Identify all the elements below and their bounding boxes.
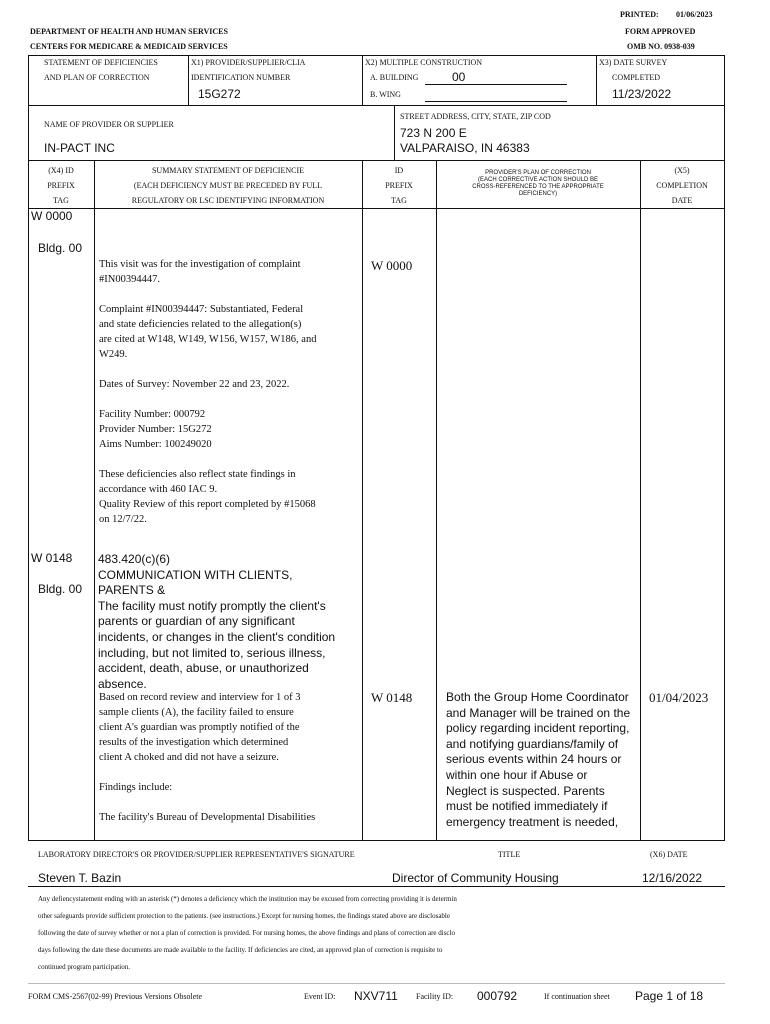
w0148-prefix: W 0148	[371, 690, 413, 705]
signature-date: 12/16/2022	[642, 871, 703, 885]
summary-head-3: REGULATORY OR LSC IDENTIFYING INFORMATION	[131, 196, 325, 205]
prefix-head-2: PREFIX	[385, 181, 413, 190]
w0000-tag: W 0000	[31, 209, 73, 223]
summary-head-2: (EACH DEFICIENCY MUST BE PRECEDED BY FULL	[133, 181, 323, 190]
centers-name: CENTERS FOR MEDICARE & MEDICAID SERVICES	[30, 42, 228, 51]
address-line-2: VALPARAISO, IN 46383	[400, 141, 530, 155]
signer-name: Steven T. Bazin	[38, 871, 122, 885]
continuation-label: If continuation sheet	[544, 992, 610, 1001]
provider-number: 15G272	[198, 87, 241, 101]
form-number: FORM CMS-2567(02-99) Previous Versions Obsolete	[28, 992, 203, 1001]
statement-label-1: STATEMENT OF DEFICIENCIES	[44, 58, 158, 67]
printed-label: PRINTED:	[620, 10, 659, 19]
x4-id-head: (X4) ID	[48, 166, 74, 175]
w0000-building: Bldg. 00	[38, 241, 83, 255]
event-id: NXV711	[354, 989, 398, 1003]
x3-label-1: X3) DATE SURVEY	[599, 58, 668, 67]
signature-label: LABORATORY DIRECTOR'S OR PROVIDER/SUPPLIER REPRESENTATIVE'S SIGNATURE	[38, 850, 355, 859]
completion-head: COMPLETION	[656, 181, 708, 190]
disclaimer-line-3: following the date of survey whether or not a plan of correction is provided. For nursing homes, the above findings and plans of correction are disclo	[38, 929, 455, 937]
x2-label: X2) MULTIPLE CONSTRUCTION	[365, 58, 483, 67]
printed-date: 01/06/2023	[676, 10, 713, 19]
w0148-building: Bldg. 00	[38, 582, 83, 596]
x1-label-1: X1) PROVIDER/SUPPLIER/CLIA	[191, 58, 306, 67]
id-head: ID	[394, 166, 404, 175]
w0000-summary-text: This visit was for the investigation of complaint #IN00394447. Complaint #IN00394447: Substantiated, Federal and state deficiencies related to the allegation(s) are cited at W148, W149, W156, W157, W186, and W249. Dates of Survey: November 22 and 23, 2022. Facility Number: 000792 Provider Number: 15G272 Aims Number: 100249020 These deficiencies also reflect state findings in accordance with 460 IAC 9. Quality Review of this report completed by #15068 on 12/7/22.	[99, 259, 317, 525]
tag-head: TAG	[53, 196, 69, 205]
provider-name-label: NAME OF PROVIDER OR SUPPLIER	[44, 120, 174, 129]
plan-of-correction-head: PROVIDER'S PLAN OF CORRECTION (EACH CORRECTIVE ACTION SHOULD BE CROSS-REFERENCED TO THE APPROPRIATE DEFICIENCY)	[472, 170, 604, 197]
survey-date: 11/23/2022	[612, 87, 672, 101]
facility-id-label: Facility ID:	[416, 992, 454, 1001]
x1-label-2: IDENTIFICATION NUMBER	[191, 73, 291, 82]
wing-label: B. WING	[370, 90, 401, 99]
title-label: TITLE	[498, 850, 521, 859]
date-head: DATE	[671, 196, 693, 205]
address-label: STREET ADDRESS, CITY, STATE, ZIP COD	[400, 112, 551, 121]
event-id-label: Event ID:	[304, 992, 336, 1001]
disclaimer-line-2: other safeguards provide sufficient protection to the patients. (see instructions.) Except for nursing homes, the findings stated above are disclosable	[38, 912, 450, 920]
signer-title: Director of Community Housing	[392, 871, 559, 885]
department-name: DEPARTMENT OF HEALTH AND HUMAN SERVICES	[30, 27, 228, 36]
address-line-1: 723 N 200 E	[400, 126, 467, 140]
page-number: Page 1 of 18	[635, 989, 704, 1003]
omb-number: OMB NO. 0938-039	[627, 42, 695, 51]
form-approved: FORM APPROVED	[625, 27, 696, 36]
building-value: 00	[452, 70, 466, 84]
x5-head: (X5)	[674, 166, 690, 175]
w0000-prefix: W 0000	[371, 258, 413, 273]
w0148-completion-date: 01/04/2023	[649, 690, 709, 705]
statement-label-2: AND PLAN OF CORRECTION	[44, 73, 150, 82]
facility-id: 000792	[477, 989, 518, 1003]
w0148-plan-text: Both the Group Home Coordinator and Manager will be trained on the policy regarding incident reporting, and notifying guardians/family of serious events within 24 hours or within one hour if Abuse or Neglect is suspected. Parents must be notified immediately if emergency treatment is needed,	[446, 690, 631, 829]
x3-label-2: COMPLETED	[612, 73, 660, 82]
disclaimer-line-4: days following the date these documents are made available to the facility. If deficiencies are cited, an approved plan of correction is requisite to	[38, 946, 443, 954]
w0148-tag: W 0148	[31, 551, 73, 565]
prefix-head: PREFIX	[47, 181, 75, 190]
w0148-regulation-text: 483.420(c)(6) COMMUNICATION WITH CLIENTS, PARENTS & The facility must notify promptly the client's parents or guardian of any significant incidents, or changes in the client's condition including, but not limited to, serious illness, accident, death, abuse, or unauthorized absence.	[98, 552, 336, 691]
tag-head-2: TAG	[391, 196, 407, 205]
disclaimer-line-1: Any defiencystatement ending with an asterisk (*) denotes a deficiency which the institution may be excused from correcting providing it is determin	[38, 895, 457, 903]
summary-head-1: SUMMARY STATEMENT OF DEFICIENCIE	[151, 166, 305, 175]
x6-date-label: (X6) DATE	[650, 850, 688, 859]
w0148-findings-text: Based on record review and interview for 1 of 3 sample clients (A), the facility failed to ensure client A's guardian was promptly notified of the results of the investigation which determined client A choked and did not have a seizure. Findings include: The facility's Bureau of Developmental Disabilities	[99, 692, 316, 823]
provider-name: IN-PACT INC	[44, 141, 115, 155]
building-label: A. BUILDING	[370, 73, 419, 82]
disclaimer-line-5: continued program participation.	[38, 963, 130, 971]
